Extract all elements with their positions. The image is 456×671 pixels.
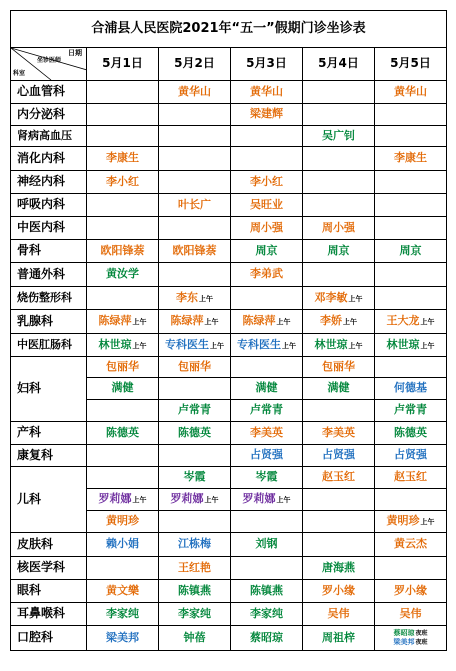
- day-header: 5月4日: [303, 48, 375, 81]
- duty-cell: [303, 194, 375, 217]
- duty-cell: 满健: [87, 378, 159, 400]
- duty-cell: [231, 557, 303, 580]
- corner-date-label: 日期: [68, 49, 82, 57]
- dept-label: 骨科: [11, 240, 87, 263]
- am-suffix: 上午: [420, 341, 435, 350]
- duty-cell: [375, 626, 447, 651]
- duty-cell: [375, 489, 447, 511]
- duty-cell: [231, 334, 303, 357]
- duty-cell: 李家纯: [87, 603, 159, 626]
- am-suffix: 上午: [199, 294, 213, 303]
- dept-label: 康复科: [11, 445, 87, 467]
- duty-cell: 梁美邦: [87, 626, 159, 651]
- dept-label: 肾病高血压: [11, 126, 87, 147]
- dept-label: 神经内科: [11, 171, 87, 194]
- duty-cell: 吴广钊: [303, 126, 375, 147]
- duty-cell: [375, 171, 447, 194]
- duty-cell: [159, 445, 231, 467]
- roster-table: [10, 10, 447, 651]
- am-suffix: 上午: [210, 341, 224, 350]
- duty-cell: [375, 126, 447, 147]
- eve-suffix: 夜班: [415, 639, 428, 646]
- duty-cell: [159, 489, 231, 511]
- duty-cell: 陈德英: [87, 422, 159, 445]
- duty-cell: [303, 310, 375, 334]
- am-suffix: 上午: [420, 518, 435, 527]
- duty-cell: 刘钢: [231, 533, 303, 557]
- duty-cell: [231, 147, 303, 171]
- dept-label: 中医内科: [11, 217, 87, 240]
- duty-cell: 李小红: [87, 171, 159, 194]
- duty-cell: [375, 104, 447, 126]
- duty-cell: 周小强: [231, 217, 303, 240]
- duty-cell: [231, 511, 303, 533]
- duty-cell: 占贤强: [303, 445, 375, 467]
- duty-cell: 罗小缘: [375, 580, 447, 603]
- am-suffix: 上午: [132, 318, 147, 327]
- duty-cell: 占贤强: [375, 445, 447, 467]
- duty-cell: 蔡昭琼: [231, 626, 303, 651]
- duty-cell: 陈镇燕: [159, 580, 231, 603]
- duty-cell: [87, 194, 159, 217]
- duty-cell: [375, 263, 447, 287]
- dept-label: 呼吸内科: [11, 194, 87, 217]
- duty-cell: [375, 287, 447, 310]
- am-suffix: 上午: [204, 318, 219, 327]
- doctor-entry: [375, 629, 446, 638]
- corner-header-cell: [11, 48, 87, 81]
- duty-cell: [231, 287, 303, 310]
- dept-label: 内分泌科: [11, 104, 87, 126]
- duty-cell: 赖小娟: [87, 533, 159, 557]
- duty-cell: [303, 171, 375, 194]
- duty-cell: [159, 334, 231, 357]
- dept-label: 妇科: [11, 357, 87, 422]
- duty-cell: [375, 511, 447, 533]
- duty-cell: 梁建辉: [231, 104, 303, 126]
- duty-cell: [375, 217, 447, 240]
- duty-cell: [159, 171, 231, 194]
- dept-label: 烧伤整形科: [11, 287, 87, 310]
- doctor-name: 林世琼: [314, 337, 348, 351]
- dept-label: 乳腺科: [11, 310, 87, 334]
- duty-cell: 王红艳: [159, 557, 231, 580]
- duty-cell: [87, 287, 159, 310]
- am-suffix: 上午: [204, 496, 219, 505]
- duty-cell: 吴伟: [303, 603, 375, 626]
- duty-cell: [231, 310, 303, 334]
- am-suffix: 上午: [132, 341, 147, 350]
- duty-cell: 陈德英: [375, 422, 447, 445]
- day-header: 5月3日: [231, 48, 303, 81]
- duty-cell: [159, 263, 231, 287]
- duty-cell: [159, 217, 231, 240]
- dept-label: 中医肛肠科: [11, 334, 87, 357]
- duty-cell: 李康生: [375, 147, 447, 171]
- duty-cell: 周祖梓: [303, 626, 375, 651]
- duty-cell: [375, 557, 447, 580]
- duty-cell: 李美英: [303, 422, 375, 445]
- duty-cell: [231, 357, 303, 378]
- duty-cell: [375, 334, 447, 357]
- dept-label: 皮肤科: [11, 533, 87, 557]
- doctor-name: 黄明珍: [386, 514, 420, 528]
- duty-cell: [159, 104, 231, 126]
- am-suffix: 上午: [343, 318, 357, 327]
- duty-cell: 何德基: [375, 378, 447, 400]
- doctor-name: 陈绿萍: [242, 314, 276, 328]
- duty-cell: 吴伟: [375, 603, 447, 626]
- dept-label: 眼科: [11, 580, 87, 603]
- duty-cell: 黄华山: [375, 81, 447, 104]
- duty-cell: [303, 287, 375, 310]
- day-header: 5月2日: [159, 48, 231, 81]
- am-suffix: 上午: [276, 496, 291, 505]
- duty-cell: 包丽华: [159, 357, 231, 378]
- duty-cell: [303, 400, 375, 422]
- duty-cell: [87, 489, 159, 511]
- duty-cell: 黄云杰: [375, 533, 447, 557]
- duty-cell: [303, 104, 375, 126]
- duty-cell: [87, 126, 159, 147]
- doctor-name: 罗莉娜: [170, 492, 204, 506]
- corner-dept-label: 科室: [13, 70, 26, 78]
- duty-cell: 包丽华: [303, 357, 375, 378]
- duty-roster-sheet: [10, 10, 446, 651]
- duty-cell: 叶长广: [159, 194, 231, 217]
- doctor-name: 林世琼: [98, 337, 132, 351]
- duty-cell: 包丽华: [87, 357, 159, 378]
- duty-cell: 李小红: [231, 171, 303, 194]
- duty-cell: [375, 194, 447, 217]
- duty-cell: 周小强: [303, 217, 375, 240]
- dept-label: 口腔科: [11, 626, 87, 651]
- duty-cell: 唐海燕: [303, 557, 375, 580]
- am-suffix: 上午: [276, 318, 291, 327]
- duty-cell: 罗小缘: [303, 580, 375, 603]
- duty-cell: [231, 126, 303, 147]
- doctor-name: 罗莉娜: [242, 492, 276, 506]
- duty-cell: 岑霞: [159, 467, 231, 489]
- duty-cell: [87, 104, 159, 126]
- duty-cell: [303, 533, 375, 557]
- doctor-name: 蔡昭琼: [393, 629, 415, 637]
- duty-cell: 周京: [303, 240, 375, 263]
- dept-label: 核医学科: [11, 557, 87, 580]
- duty-cell: 卢常青: [159, 400, 231, 422]
- duty-cell: 李弟武: [231, 263, 303, 287]
- doctor-name: 李娇: [320, 314, 342, 328]
- duty-cell: 岑霞: [231, 467, 303, 489]
- duty-cell: 陈德英: [159, 422, 231, 445]
- duty-cell: [303, 147, 375, 171]
- duty-cell: 满健: [231, 378, 303, 400]
- duty-cell: 李康生: [87, 147, 159, 171]
- duty-cell: 李家纯: [231, 603, 303, 626]
- duty-cell: 黄汝学: [87, 263, 159, 287]
- eve-suffix: 夜班: [415, 630, 428, 637]
- duty-cell: 卢常青: [375, 400, 447, 422]
- duty-cell: [159, 378, 231, 400]
- duty-cell: [87, 445, 159, 467]
- am-suffix: 上午: [348, 341, 363, 350]
- duty-cell: 吴旺业: [231, 194, 303, 217]
- duty-cell: [87, 217, 159, 240]
- duty-cell: 黄华山: [159, 81, 231, 104]
- duty-cell: 陈镇燕: [231, 580, 303, 603]
- duty-cell: [87, 81, 159, 104]
- duty-cell: 周京: [231, 240, 303, 263]
- dept-label: 耳鼻喉科: [11, 603, 87, 626]
- duty-cell: [375, 357, 447, 378]
- doctor-name: 林世琼: [386, 337, 420, 351]
- am-suffix: 上午: [420, 318, 435, 327]
- day-header: 5月5日: [375, 48, 447, 81]
- duty-cell: 钟蓓: [159, 626, 231, 651]
- am-suffix: 上午: [348, 294, 363, 303]
- duty-cell: 江栋梅: [159, 533, 231, 557]
- duty-cell: [87, 467, 159, 489]
- duty-cell: 欧阳锋萘: [159, 240, 231, 263]
- doctor-name: 专科医生: [165, 337, 209, 351]
- doctor-entry: [375, 638, 446, 647]
- corner-doctor-label: 坐诊医师: [37, 57, 62, 64]
- doctor-name: 邓李敏: [314, 290, 348, 304]
- duty-cell: 黄明珍: [87, 511, 159, 533]
- duty-cell: [159, 310, 231, 334]
- doctor-name: 梁美邦: [393, 638, 415, 646]
- duty-cell: 李美英: [231, 422, 303, 445]
- duty-cell: [159, 147, 231, 171]
- duty-cell: [375, 310, 447, 334]
- duty-cell: 欧阳锋萘: [87, 240, 159, 263]
- dept-label: 产科: [11, 422, 87, 445]
- duty-cell: [303, 511, 375, 533]
- duty-cell: [159, 287, 231, 310]
- duty-cell: 赵玉红: [375, 467, 447, 489]
- duty-cell: 卢常青: [231, 400, 303, 422]
- duty-cell: 黄华山: [231, 81, 303, 104]
- dept-label: 心血管科: [11, 81, 87, 104]
- duty-cell: [231, 489, 303, 511]
- doctor-name: 陈绿萍: [98, 314, 132, 328]
- dept-label: 儿科: [11, 467, 87, 533]
- duty-cell: 周京: [375, 240, 447, 263]
- duty-cell: 李家纯: [159, 603, 231, 626]
- doctor-name: 陈绿萍: [170, 314, 204, 328]
- duty-cell: [87, 310, 159, 334]
- duty-cell: 黄文樂: [87, 580, 159, 603]
- duty-cell: 赵玉红: [303, 467, 375, 489]
- duty-cell: [87, 334, 159, 357]
- day-header: 5月1日: [87, 48, 159, 81]
- duty-cell: 占贤强: [231, 445, 303, 467]
- duty-cell: [303, 334, 375, 357]
- doctor-name: 王大龙: [386, 314, 420, 328]
- doctor-name: 罗莉娜: [98, 492, 132, 506]
- duty-cell: [303, 81, 375, 104]
- am-suffix: 上午: [132, 496, 147, 505]
- duty-cell: [159, 511, 231, 533]
- table-title: 合浦县人民医院2021年“五一”假期门诊坐诊表: [11, 11, 447, 48]
- doctor-name: 李东: [176, 290, 198, 304]
- duty-cell: [87, 400, 159, 422]
- duty-cell: [159, 126, 231, 147]
- doctor-name: 专科医生: [237, 337, 281, 351]
- duty-cell: [303, 263, 375, 287]
- duty-cell: [303, 489, 375, 511]
- am-suffix: 上午: [282, 341, 296, 350]
- duty-cell: 满健: [303, 378, 375, 400]
- dept-label: 普通外科: [11, 263, 87, 287]
- dept-label: 消化内科: [11, 147, 87, 171]
- duty-cell: [87, 557, 159, 580]
